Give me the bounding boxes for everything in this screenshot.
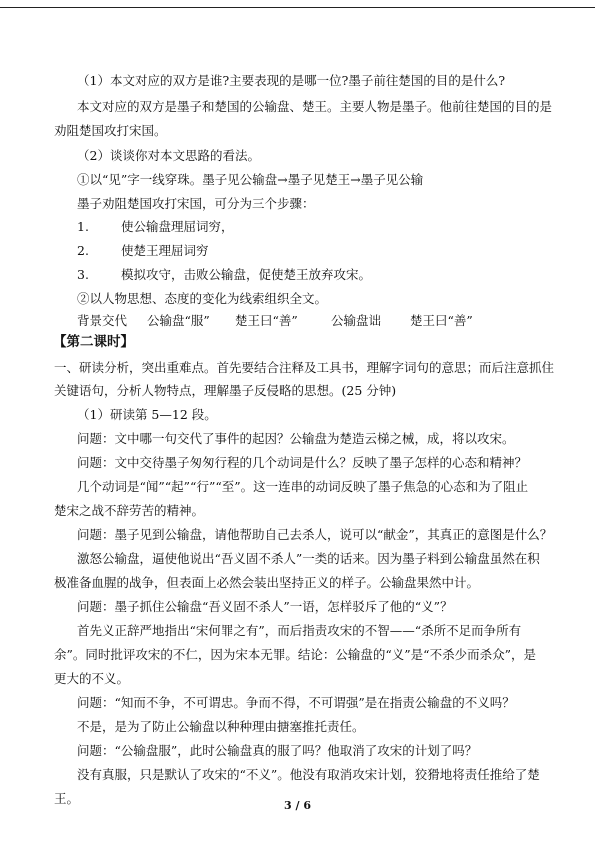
- qa-line: 问题：文中交待墨子匆匆行程的几个动词是什么？反映了墨子怎样的心态和精神？: [77, 455, 528, 470]
- step-2: [77, 243, 209, 259]
- clue-chain-item: 背景交代: [77, 313, 128, 328]
- step-1: [77, 219, 234, 235]
- qa-line: 余”。同时批评攻宋的不仁，因为宋本无罪。结论：公输盘的“义”是“不杀少而杀众”，是: [54, 647, 536, 662]
- point-2: ②以人物思想、态度的变化为线索组织全文。: [77, 291, 328, 306]
- item-1-line-1: 一、研读分析，突出重难点。首先要结合注释及工具书，理解字词句的意思；而后注意抓住: [54, 360, 555, 375]
- reading-section: （1）研读第 5—12 段。: [77, 407, 217, 422]
- qa-line: 问题：“知而不争，不可谓忠。争而不得，不可谓强”是在指责公输盘的不义吗？: [77, 695, 515, 710]
- question-1: （1）本文对应的双方是谁?主要表现的是哪一位?墨子前往楚国的目的是什么?: [77, 73, 506, 88]
- qa-line: 王。: [54, 791, 80, 806]
- qa-line: 楚宋之战不辞劳苦的精神。: [54, 503, 205, 518]
- step-3: [77, 267, 371, 283]
- qa-line: 问题：文中哪一句交代了事件的起因？公输盘为楚造云梯之械，成，将以攻宋。: [77, 431, 515, 446]
- step-text: 使楚王理屈词穷: [121, 243, 209, 258]
- clue-chain-item: 楚王曰“善”: [410, 313, 473, 328]
- qa-line: 不是，是为了防止公输盘以种种理由搪塞推托责任。: [77, 719, 365, 734]
- item-1-line-2: 关键语句，分析人物特点，理解墨子反侵略的思想。(25 分钟): [54, 383, 397, 398]
- qa-line: 问题：墨子抓住公输盘“吾义固不杀人”一语，怎样驳斥了他的“义”？: [77, 599, 453, 614]
- question-2: （2）谈谈你对本文思路的看法。: [77, 148, 260, 163]
- clue-chain-item: 公输盘“服”: [147, 313, 210, 328]
- answer-1-line-1: 本文对应的双方是墨子和楚国的公输盘、楚王。主要人物是墨子。他前往楚国的目的是: [77, 99, 553, 114]
- step-number: 2.: [77, 243, 89, 258]
- qa-line: 问题：墨子见到公输盘，请他帮助自己去杀人，说可以“献金”，其真正的意图是什么？: [77, 527, 553, 542]
- qa-line: 问题：“公输盘服”，此时公输盘真的服了吗？他取消了攻宋的计划了吗？: [77, 743, 478, 758]
- qa-line: 首先义正辞严地指出“宋何罪之有”，而后指责攻宋的不智——“杀所不足而争所有: [77, 623, 522, 638]
- step-number: 3.: [77, 267, 89, 282]
- qa-line: 几个动词是“闻”“起”“行”“至”。这一连串的动词反映了墨子焦急的心态和为了阻止: [77, 479, 529, 494]
- step-text: 模拟攻守，击败公输盘，促使楚王放弃攻宋。: [121, 267, 372, 282]
- clue-chain-item: 楚王曰“善”: [235, 313, 298, 328]
- step-number: 1.: [77, 219, 89, 234]
- step-text: 使公输盘理屈词穷，: [121, 219, 234, 234]
- point-1: ①以“见”字一线穿珠。墨子见公输盘→墨子见楚王→墨子见公输: [77, 172, 424, 187]
- section-heading: 【第二课时】: [53, 334, 134, 350]
- page-number: 3 / 6: [284, 799, 311, 812]
- steps-intro: 墨子劝阻楚国攻打宋国，可分为三个步骤：: [77, 196, 315, 211]
- qa-line: 激怒公输盘，逼使他说出“吾义固不杀人”一类的话来。因为墨子料到公输盘虽然在积: [77, 551, 540, 566]
- qa-line: 极准备血腥的战争，但表面上必然会装出坚持正义的样子。公输盘果然中计。: [54, 575, 480, 590]
- qa-line: 更大的不义。: [54, 671, 130, 686]
- answer-1-line-2: 劝阻楚国攻打宋国。: [54, 123, 167, 138]
- clue-chain-item: 公输盘诎: [331, 313, 382, 328]
- qa-line: 没有真服，只是默认了攻宋的“不义”。他没有取消攻宋计划，狡猾地将责任推给了楚: [77, 767, 540, 782]
